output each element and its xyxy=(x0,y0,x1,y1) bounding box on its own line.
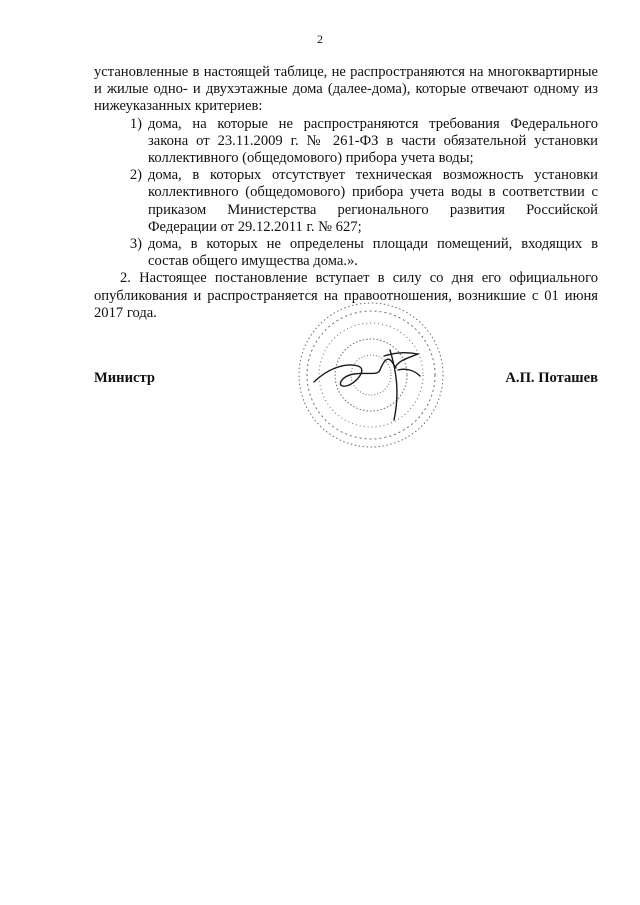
list-item xyxy=(94,116,598,168)
list-item-number: 2) xyxy=(129,167,142,184)
list-item-text: дома, в которых отсутствует техническая возможность установки коллективного (общедомового) прибора учета воды в соответствии с приказом Министерства регионального развития Российской Федерации от 29.12.2011 г. № 627; xyxy=(148,167,598,235)
criteria-list xyxy=(94,116,598,271)
signature-block xyxy=(94,370,598,390)
list-item-number: 3) xyxy=(129,236,142,253)
list-item xyxy=(94,236,598,270)
list-item-text: дома, в которых не определены площади помещений, входящих в состав общего имущества дома.». xyxy=(148,236,598,270)
list-item xyxy=(94,167,598,236)
page-number: 2 xyxy=(317,32,323,46)
closing-paragraph: 2. Настоящее постановление вступает в силу со дня его официального опубликования и распространяется на правоотношения, возникшие с 01 июня 2017 года. xyxy=(94,270,598,321)
document-body xyxy=(94,64,598,322)
list-item-text: дома, на которые не распространяются требования Федерального закона от 23.11.2009 г. № 261-ФЗ в части обязательной установки коллективного (общедомового) прибора учета воды; xyxy=(148,115,598,167)
list-item-number: 1) xyxy=(129,115,142,132)
signatory-title: Министр xyxy=(94,370,155,386)
signatory-name: А.П. Поташев xyxy=(505,370,598,386)
intro-paragraph: установленные в настоящей таблице, не распространяются на многоквартирные и жилые одно- и двухэтажные дома (далее-дома), которые отвечают одному из нижеуказанных критериев: xyxy=(94,64,598,115)
